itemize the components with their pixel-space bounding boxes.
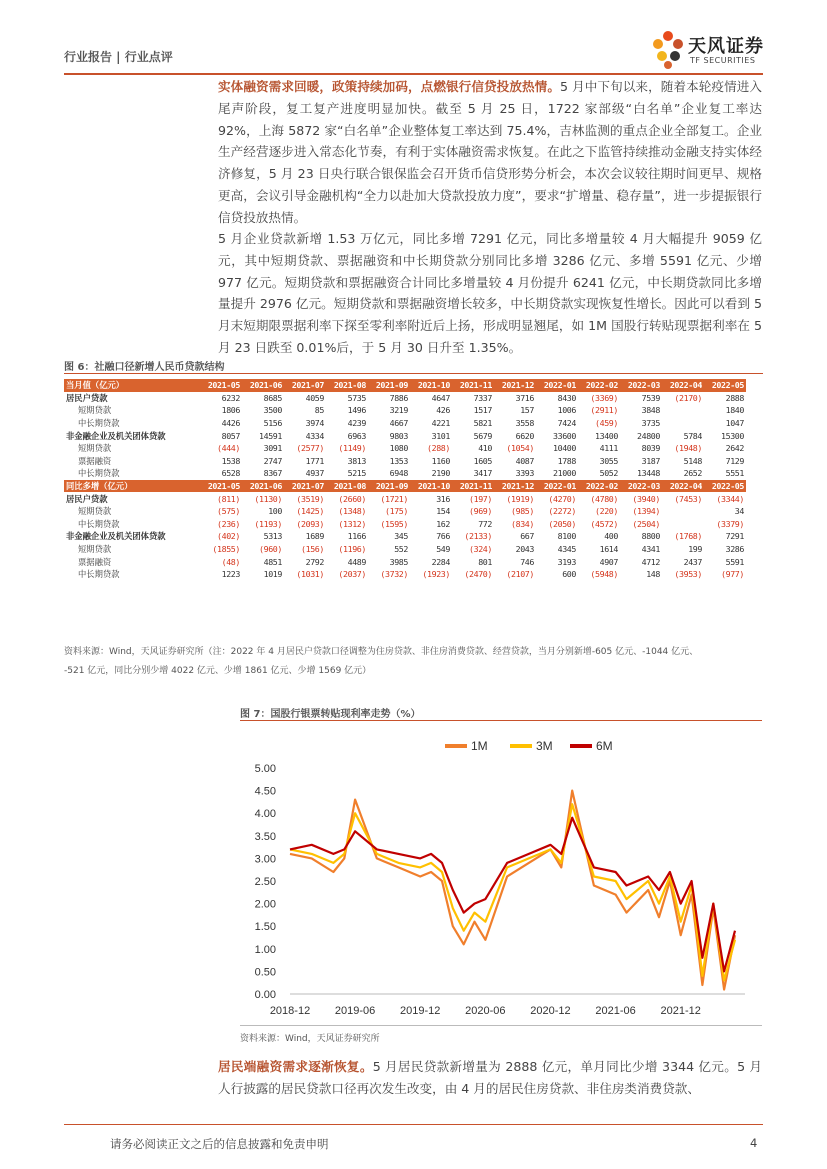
table-cell: 199 <box>688 544 702 555</box>
table-column-header: 2021-11 <box>452 379 494 392</box>
table-cell: 5148 <box>683 455 702 466</box>
table-section-label: 同比多增（亿元） <box>64 480 200 493</box>
table-cell: 14591 <box>259 430 282 441</box>
table-column-header: 2022-01 <box>536 379 578 392</box>
table-cell: 7424 <box>557 418 576 429</box>
figure6-source-line2: -521 亿元，同比分别少增 4022 亿元、少增 1861 亿元、少增 1569 亿元） <box>64 666 372 676</box>
table-cell <box>662 404 704 417</box>
table-cell: (1054) <box>506 443 534 454</box>
table-cell: 5679 <box>473 430 492 441</box>
table-cell: 766 <box>436 531 450 542</box>
table-cell: 2043 <box>515 544 534 555</box>
table-cell: 2652 <box>683 468 702 479</box>
x-tick-label: 2019-06 <box>334 1005 376 1017</box>
table-cell: (402) <box>217 531 240 542</box>
table-cell <box>662 518 704 531</box>
table-cell: 9803 <box>389 430 408 441</box>
table-cell: 667 <box>520 531 534 542</box>
table-header-row <box>64 379 746 392</box>
table-cell: 13448 <box>637 468 660 479</box>
table-cell: 1019 <box>263 569 282 580</box>
table-cell <box>662 505 704 518</box>
legend-label: 1M <box>471 739 488 753</box>
table-cell: (3732) <box>380 569 408 580</box>
table-cell: 746 <box>520 556 534 567</box>
paragraph-heading: 实体融资需求回暖，政策持续加码，点燃银行信贷投放热情。 <box>218 79 560 94</box>
table-cell: 4059 <box>305 392 324 403</box>
table-cell: 549 <box>436 544 450 555</box>
table-row <box>64 417 746 430</box>
table-cell: 13400 <box>595 430 618 441</box>
table-cell: (977) <box>721 569 744 580</box>
paragraph-body: 5 月中下旬以来，随着本轮疫情进入尾声阶段，复工复产进度明显加快。截至 5 月 25 日，1722 家部级“白名单”企业复工率达 92%，上海 5872 家“白名单”企业整体复工率达到 75.4%，吉林监测的重点企业全部复工。企业生产经营逐步进入常态化节奏，有利于实体融资需求恢复。在此之下监管持续推动金融支持实体经济修复，5 月 23 日央行联合银保监会召开货币信贷形势分析会，本次会议较往期时间更早、规格更高，会议引导金融机构“全力以赴加大贷款投放力度”，要求“扩增量、稳存量”，进一步提振银行信贷投放热情。 <box>218 79 762 225</box>
figure7-bottom-divider <box>240 1025 762 1026</box>
table-cell: 5784 <box>683 430 702 441</box>
table-row <box>64 455 746 468</box>
table-cell: 3974 <box>305 418 324 429</box>
table-cell: 2792 <box>305 556 324 567</box>
table-row <box>64 543 746 556</box>
table-cell: 6948 <box>389 468 408 479</box>
table-row-label: 中长期贷款 <box>78 418 120 429</box>
table-cell: 1223 <box>221 569 240 580</box>
legend-label: 3M <box>536 739 553 753</box>
table-column-header: 2021-09 <box>368 480 410 493</box>
x-tick-label: 2021-12 <box>660 1005 701 1017</box>
table-cell: (2170) <box>674 392 702 403</box>
logo-text-cn: 天风证券 <box>688 36 764 57</box>
table-cell: 148 <box>646 569 660 580</box>
table-cell: 316 <box>436 493 450 504</box>
table-column-header: 2021-12 <box>494 480 536 493</box>
table-cell: (2037) <box>338 569 366 580</box>
table-column-header: 2022-03 <box>620 480 662 493</box>
table-cell: (2504) <box>632 518 660 529</box>
table-cell: 3286 <box>725 544 744 555</box>
table-row <box>64 530 746 543</box>
table-cell: 6232 <box>221 392 240 403</box>
table-row <box>64 492 746 505</box>
table-cell: (3379) <box>716 518 744 529</box>
table-cell: 1080 <box>389 443 408 454</box>
y-tick-label: 2.00 <box>254 898 276 911</box>
table-cell: 3848 <box>641 405 660 416</box>
table-cell: 21000 <box>553 468 576 479</box>
table-cell: (4780) <box>590 493 618 504</box>
table-cell: 85 <box>314 405 324 416</box>
table-cell: 5052 <box>599 468 618 479</box>
table-cell: 4221 <box>431 418 450 429</box>
table-cell: 400 <box>604 531 618 542</box>
table-cell: 10400 <box>553 443 576 454</box>
table-cell: (1031) <box>296 569 324 580</box>
table-cell: 8057 <box>221 430 240 441</box>
table-cell: 2888 <box>725 392 744 403</box>
table-cell: (1595) <box>380 518 408 529</box>
figure7-title: 图 7：国股行银票转贴现利率走势（%） <box>240 709 421 720</box>
table-cell: (2470) <box>464 569 492 580</box>
table-cell: 4712 <box>641 556 660 567</box>
loan-structure-table <box>64 379 746 581</box>
table-cell: 4937 <box>305 468 324 479</box>
table-cell: 2437 <box>683 556 702 567</box>
table-cell: 5551 <box>725 468 744 479</box>
table-cell: (1721) <box>380 493 408 504</box>
table-cell: 1538 <box>221 455 240 466</box>
table-cell: 1689 <box>305 531 324 542</box>
x-tick-label: 2020-06 <box>465 1005 506 1017</box>
y-tick-label: 4.50 <box>254 785 276 798</box>
table-column-header: 2022-04 <box>662 480 704 493</box>
table-cell: 8039 <box>641 443 660 454</box>
logo-text-en: TF SECURITIES <box>690 56 756 65</box>
table-cell: (175) <box>385 506 408 517</box>
y-tick-label: 4.00 <box>254 808 276 821</box>
table-row-label: 短期贷款 <box>78 506 112 517</box>
table-cell: (2911) <box>590 405 618 416</box>
table-cell: (1149) <box>338 443 366 454</box>
table-cell: 7129 <box>725 455 744 466</box>
table-column-header: 2021-07 <box>284 379 326 392</box>
table-cell: (2093) <box>296 518 324 529</box>
table-row-label: 短期贷款 <box>78 544 112 555</box>
table-column-header: 2021-10 <box>410 480 452 493</box>
table-column-header: 2022-02 <box>578 480 620 493</box>
table-cell: (1948) <box>674 443 702 454</box>
table-cell: 34 <box>734 506 744 517</box>
series-line-3M <box>290 804 735 980</box>
table-cell: 1353 <box>389 455 408 466</box>
table-column-header: 2021-08 <box>326 379 368 392</box>
table-section-label: 当月值（亿元） <box>64 379 200 392</box>
x-tick-label: 2021-06 <box>595 1005 636 1017</box>
table-column-header: 2022-05 <box>704 480 746 493</box>
table-cell: 33600 <box>553 430 576 441</box>
table-row-label: 居民户贷款 <box>66 493 108 504</box>
table-row <box>64 505 746 518</box>
table-column-header: 2021-05 <box>200 379 242 392</box>
table-column-header: 2022-05 <box>704 379 746 392</box>
x-tick-label: 2020-12 <box>530 1005 571 1017</box>
table-cell: (48) <box>221 556 240 567</box>
table-cell: 3101 <box>431 430 450 441</box>
rate-line-chart <box>240 728 762 1024</box>
table-cell: 7539 <box>641 392 660 403</box>
table-row <box>64 467 746 480</box>
company-logo <box>650 30 765 72</box>
table-row <box>64 518 746 531</box>
table-cell: 345 <box>394 531 408 542</box>
table-cell: (1348) <box>338 506 366 517</box>
table-cell: 6620 <box>515 430 534 441</box>
table-cell: 552 <box>394 544 408 555</box>
table-column-header: 2021-10 <box>410 379 452 392</box>
table-cell: 3558 <box>515 418 534 429</box>
figure7-divider <box>240 720 762 721</box>
table-cell: 5591 <box>725 556 744 567</box>
table-cell: (3344) <box>716 493 744 504</box>
y-tick-label: 1.50 <box>254 921 276 934</box>
footer-disclaimer: 请务必阅读正文之后的信息披露和免责申明 <box>110 1137 329 1151</box>
table-cell: 1840 <box>725 405 744 416</box>
table-column-header: 2022-03 <box>620 379 662 392</box>
table-cell: 4345 <box>557 544 576 555</box>
table-cell: (811) <box>217 493 240 504</box>
table-cell: 5215 <box>347 468 366 479</box>
table-cell: 3417 <box>473 468 492 479</box>
table-cell: (1425) <box>296 506 324 517</box>
table-column-header: 2021-07 <box>284 480 326 493</box>
x-tick-label: 2019-12 <box>400 1005 441 1017</box>
table-cell: 1806 <box>221 405 240 416</box>
table-cell: 4239 <box>347 418 366 429</box>
table-cell: (4572) <box>590 518 618 529</box>
table-cell: 4907 <box>599 556 618 567</box>
table-cell: (2577) <box>296 443 324 454</box>
y-tick-label: 0.00 <box>254 989 276 1001</box>
table-row-label: 非金融企业及机关团体贷款 <box>66 430 166 441</box>
table-row-label: 短期贷款 <box>78 405 112 416</box>
table-cell: 5735 <box>347 392 366 403</box>
table-cell: 1517 <box>473 405 492 416</box>
table-cell: 1614 <box>599 544 618 555</box>
table-cell: 100 <box>268 506 282 517</box>
table-cell: 2747 <box>263 455 282 466</box>
table-cell: (1855) <box>212 544 240 555</box>
table-cell: 3187 <box>641 455 660 466</box>
table-cell: 8430 <box>557 392 576 403</box>
table-cell: (960) <box>259 544 282 555</box>
table-column-header: 2022-04 <box>662 379 704 392</box>
table-cell: (2133) <box>464 531 492 542</box>
y-tick-label: 1.00 <box>254 943 276 956</box>
table-cell: 772 <box>478 518 492 529</box>
table-cell: (3940) <box>632 493 660 504</box>
table-cell: 801 <box>478 556 492 567</box>
header-report-type: 行业报告 | 行业点评 <box>64 50 173 64</box>
table-cell: 1166 <box>347 531 366 542</box>
table-cell: 7291 <box>725 531 744 542</box>
table-cell: (1919) <box>506 493 534 504</box>
table-cell: 410 <box>478 443 492 454</box>
series-line-1M <box>290 791 735 990</box>
table-cell: 1496 <box>347 405 366 416</box>
table-column-header: 2021-12 <box>494 379 536 392</box>
header-divider <box>64 73 763 75</box>
table-cell: 5313 <box>263 531 282 542</box>
table-cell: 3219 <box>389 405 408 416</box>
table-column-header: 2021-11 <box>452 480 494 493</box>
table-column-header: 2021-06 <box>242 480 284 493</box>
footer-divider <box>64 1124 763 1125</box>
paragraph-financing-demand <box>218 76 762 229</box>
figure7-source: 资料来源：Wind，天风证券研究所 <box>240 1034 380 1044</box>
x-tick-label: 2018-12 <box>269 1005 311 1017</box>
table-cell: (1394) <box>632 506 660 517</box>
paragraph-household-loans <box>218 1056 762 1100</box>
table-cell: (1923) <box>422 569 450 580</box>
table-cell: 1605 <box>473 455 492 466</box>
table-header-row <box>64 480 746 493</box>
table-cell <box>662 417 704 430</box>
figure6-source-line1: 资料来源：Wind，天风证券研究所（注：2022 年 4 月居民户贷款口径调整为住房贷款、非住房消费贷款、经营贷款，当月分别新增-605 亿元、-1044 亿元、 <box>64 647 699 657</box>
table-cell: (3953) <box>674 569 702 580</box>
table-cell: (156) <box>301 544 324 555</box>
table-cell: (575) <box>217 506 240 517</box>
table-cell: 1771 <box>305 455 324 466</box>
table-row <box>64 429 746 442</box>
table-cell: 1047 <box>725 418 744 429</box>
paragraph-body: 5 月居民贷款新增量为 2888 亿元，单月同比少增 3344 亿元。5 月人行披露的居民贷款口径再次发生改变，由 4 月的居民住房贷款、非住房类消费贷款、 <box>218 1059 762 1096</box>
table-cell: 3716 <box>515 392 534 403</box>
figure6-divider <box>64 373 763 374</box>
table-cell: (2107) <box>506 569 534 580</box>
table-cell: 2642 <box>725 443 744 454</box>
table-cell: 1788 <box>557 455 576 466</box>
table-cell: 4341 <box>641 544 660 555</box>
table-row <box>64 555 746 568</box>
table-cell: (2660) <box>338 493 366 504</box>
table-cell: 7337 <box>473 392 492 403</box>
table-cell: (7453) <box>674 493 702 504</box>
table-cell: 15300 <box>721 430 744 441</box>
logo-flower-icon <box>650 30 686 70</box>
table-cell: 4334 <box>305 430 324 441</box>
y-tick-label: 2.50 <box>254 876 276 888</box>
table-row-label: 中长期贷款 <box>78 569 120 580</box>
table-cell: (5948) <box>590 569 618 580</box>
table-cell: (459) <box>595 418 618 429</box>
table-cell: 4426 <box>221 418 240 429</box>
table-row-label: 非金融企业及机关团体贷款 <box>66 531 166 542</box>
table-row-label: 票据融资 <box>78 556 112 567</box>
table-row-label: 居民户贷款 <box>66 392 108 403</box>
y-tick-label: 5.00 <box>254 763 276 775</box>
table-cell: 5156 <box>263 418 282 429</box>
table-cell: 154 <box>436 506 450 517</box>
table-cell: 4667 <box>389 418 408 429</box>
paragraph-heading: 居民端融资需求逐渐恢复。 <box>218 1059 373 1074</box>
table-cell: (2272) <box>548 506 576 517</box>
table-column-header: 2021-06 <box>242 379 284 392</box>
legend-label: 6M <box>596 739 613 753</box>
table-cell: 426 <box>436 405 450 416</box>
table-cell: (834) <box>511 518 534 529</box>
y-tick-label: 0.50 <box>254 966 276 979</box>
table-cell: (1196) <box>338 544 366 555</box>
table-cell: 3393 <box>515 468 534 479</box>
series-line-6M <box>290 818 735 972</box>
page-number: 4 <box>750 1136 758 1150</box>
table-cell: (236) <box>217 518 240 529</box>
table-column-header: 2021-05 <box>200 480 242 493</box>
table-cell: 1160 <box>431 455 450 466</box>
figure6-title: 图 6：社融口径新增人民币贷款结构 <box>64 362 225 373</box>
table-cell: 6528 <box>221 468 240 479</box>
table-cell: (220) <box>595 506 618 517</box>
table-cell: 3193 <box>557 556 576 567</box>
table-cell: (2050) <box>548 518 576 529</box>
table-cell: 1006 <box>557 405 576 416</box>
table-column-header: 2021-08 <box>326 480 368 493</box>
table-cell: (1312) <box>338 518 366 529</box>
table-cell: 3813 <box>347 455 366 466</box>
table-cell: 5821 <box>473 418 492 429</box>
table-cell: 4647 <box>431 392 450 403</box>
table-cell: (288) <box>427 443 450 454</box>
table-cell: 8100 <box>557 531 576 542</box>
table-cell: (3369) <box>590 392 618 403</box>
table-row-label: 中长期贷款 <box>78 468 120 479</box>
table-cell: 8367 <box>263 468 282 479</box>
table-cell: (1130) <box>254 493 282 504</box>
table-column-header: 2021-09 <box>368 379 410 392</box>
table-cell: (444) <box>217 443 240 454</box>
table-cell: (969) <box>469 506 492 517</box>
table-cell: (985) <box>511 506 534 517</box>
table-cell: 24800 <box>637 430 660 441</box>
table-cell: 3500 <box>263 405 282 416</box>
y-tick-label: 3.00 <box>254 853 276 866</box>
table-row <box>64 568 746 581</box>
table-cell: 2190 <box>431 468 450 479</box>
table-cell: 4489 <box>347 556 366 567</box>
table-cell: (4270) <box>548 493 576 504</box>
table-cell: 3985 <box>389 556 408 567</box>
table-cell: 162 <box>436 518 450 529</box>
table-cell: (324) <box>469 544 492 555</box>
table-cell: 6963 <box>347 430 366 441</box>
table-cell: (1768) <box>674 531 702 542</box>
table-cell: 4851 <box>263 556 282 567</box>
table-cell: 157 <box>520 405 534 416</box>
table-cell: 3735 <box>641 418 660 429</box>
table-cell: 3091 <box>263 443 282 454</box>
table-row-label: 票据融资 <box>78 455 112 466</box>
table-cell: 2284 <box>431 556 450 567</box>
table-cell: (1193) <box>254 518 282 529</box>
y-tick-label: 3.50 <box>254 830 276 843</box>
table-row <box>64 404 746 417</box>
table-cell: (3519) <box>296 493 324 504</box>
table-cell: 3055 <box>599 455 618 466</box>
table-cell: (197) <box>469 493 492 504</box>
table-cell: 8685 <box>263 392 282 403</box>
table-row <box>64 442 746 455</box>
table-cell: 7886 <box>389 392 408 403</box>
table-row-label: 中长期贷款 <box>78 518 120 529</box>
table-row-label: 短期贷款 <box>78 443 112 454</box>
table-cell: 600 <box>562 569 576 580</box>
paragraph-corporate-loans <box>218 228 762 359</box>
paragraph-body: 5 月企业贷款新增 1.53 万亿元，同比多增 7291 亿元，同比多增量较 4 月大幅提升 9059 亿元，其中短期贷款、票据融资和中长期贷款分别同比多增 3286 亿元、多增 5591 亿元、少增 977 亿元。短期贷款和票据融资合计同比多增量较 4 月份提升 6241 亿元，中长期贷款同比多增量提升 2976 亿元。短期贷款和票据融资增长较多，中长期贷款实现恢复性增长。因此可以看到 5 月末短期限票据利率下探至零利率附近后上扬，形成明显翘尾，如 1M 国股行转贴现票据利率在 5 月 23 日跌至 0.01%后，于 5 月 30 日升至 1.35%。 <box>218 231 762 355</box>
table-cell: 8800 <box>641 531 660 542</box>
table-row <box>64 392 746 405</box>
table-column-header: 2022-01 <box>536 480 578 493</box>
table-cell: 4087 <box>515 455 534 466</box>
table-column-header: 2022-02 <box>578 379 620 392</box>
table-cell: 4111 <box>599 443 618 454</box>
